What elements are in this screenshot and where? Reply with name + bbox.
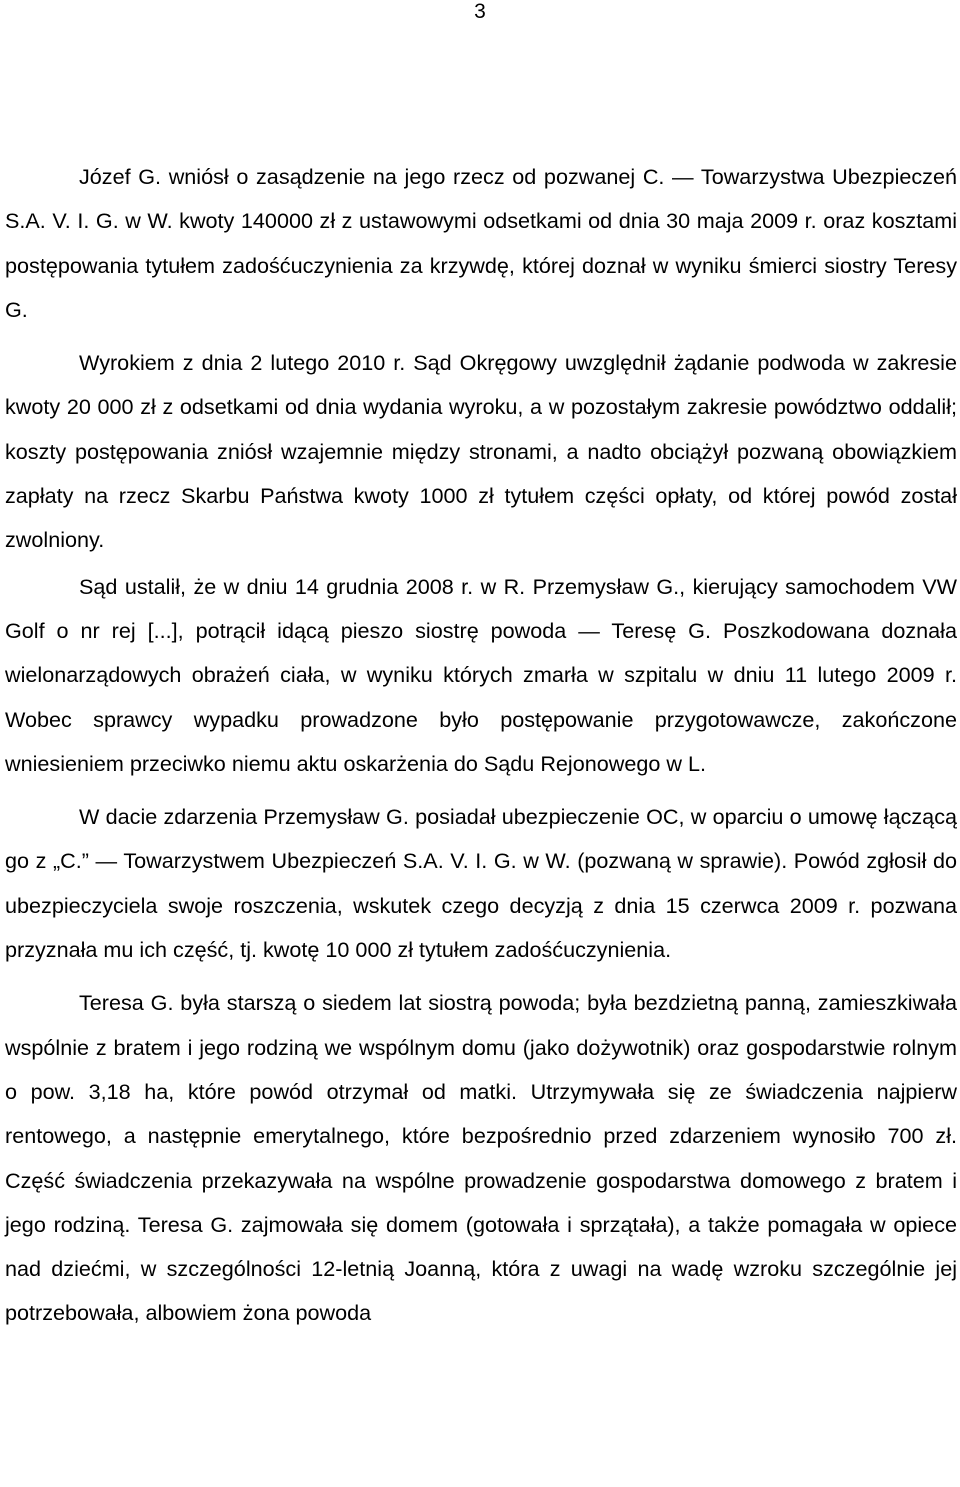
page-number: 3 [474, 0, 486, 23]
paragraph-insurance: W dacie zdarzenia Przemysław G. posiadał ubezpieczenie OC, w oparciu o umowę łączącą go z „C.” ― Towarzystwem Ubezpieczeń S.A. V. I. G. w W. (pozwaną w sprawie). Powód zgłosił do ubezpieczyciela swoje roszczenia, wskutek czego decyzją z dnia 15 czerwca 2009 r. pozwana przyznała mu ich część, tj. kwotę 10 000 zł tytułem zadośćuczynienia. [5, 804, 957, 963]
paragraph-judgment: Wyrokiem z dnia 2 lutego 2010 r. Sąd Okręgowy uwzględnił żądanie podwoda w zakresie kwoty 20 000 zł z odsetkami od dnia wydania wyroku, a w pozostałym zakresie powództwo oddalił; koszty postępowania zniósł wzajemnie między stronami, a nadto obciążył pozwaną obowiązkiem zapłaty na rzecz Skarbu Państwa kwoty 1000 zł tytułem części opłaty, od której powód został zwolniony. [5, 350, 957, 553]
document-body [5, 155, 957, 1336]
paragraph-findings: Sąd ustalił, że w dniu 14 grudnia 2008 r. w R. Przemysław G., kierujący samochodem VW Golf o nr rej [...], potrącił idącą pieszo siostrę powoda ― Teresę G. Poszkodowana doznała wielonarządowych obrażeń ciała, w wyniku których zmarła w szpitalu w dniu 11 lutego 2009 r. Wobec sprawcy wypadku prowadzone było postępowanie przygotowawcze, zakończone wniesieniem przeciwko niemu aktu oskarżenia do Sądu Rejonowego w L. [5, 573, 957, 776]
paragraph-victim: Teresa G. była starszą o siedem lat siostrą powoda; była bezdzietną panną, zamieszkiwała wspólnie z bratem i jego rodziną we wspólnym domu (jako dożywotnik) oraz gospodarstwie rolnym o pow. 3,18 ha, które powód otrzymał od matki. Utrzymywała się ze świadczenia najpierw rentowego, a następnie emerytalnego, które bezpośrednio przed zdarzeniem wynosiło 700 zł. Część świadczenia przekazywała na wspólne prowadzenie gospodarstwa domowego z bratem i jego rodziną. Teresa G. zajmowała się domem (gotowała i sprzątała), a także pomagała w opiece nad dziećmi, w szczególności 12-letnią Joanną, która z uwagi na wadę wzroku szczególnie jej potrzebowała, albowiem żona powoda [5, 990, 957, 1326]
paragraph-claim: Józef G. wniósł o zasądzenie na jego rzecz od pozwanej C. ― Towarzystwa Ubezpieczeń S.A. V. I. G. w W. kwoty 140000 zł z ustawowymi odsetkami od dnia 30 maja 2009 r. oraz kosztami postępowania tytułem zadośćuczynienia za krzywdę, której doznał w wyniku śmierci siostry Teresy G. [5, 164, 957, 322]
